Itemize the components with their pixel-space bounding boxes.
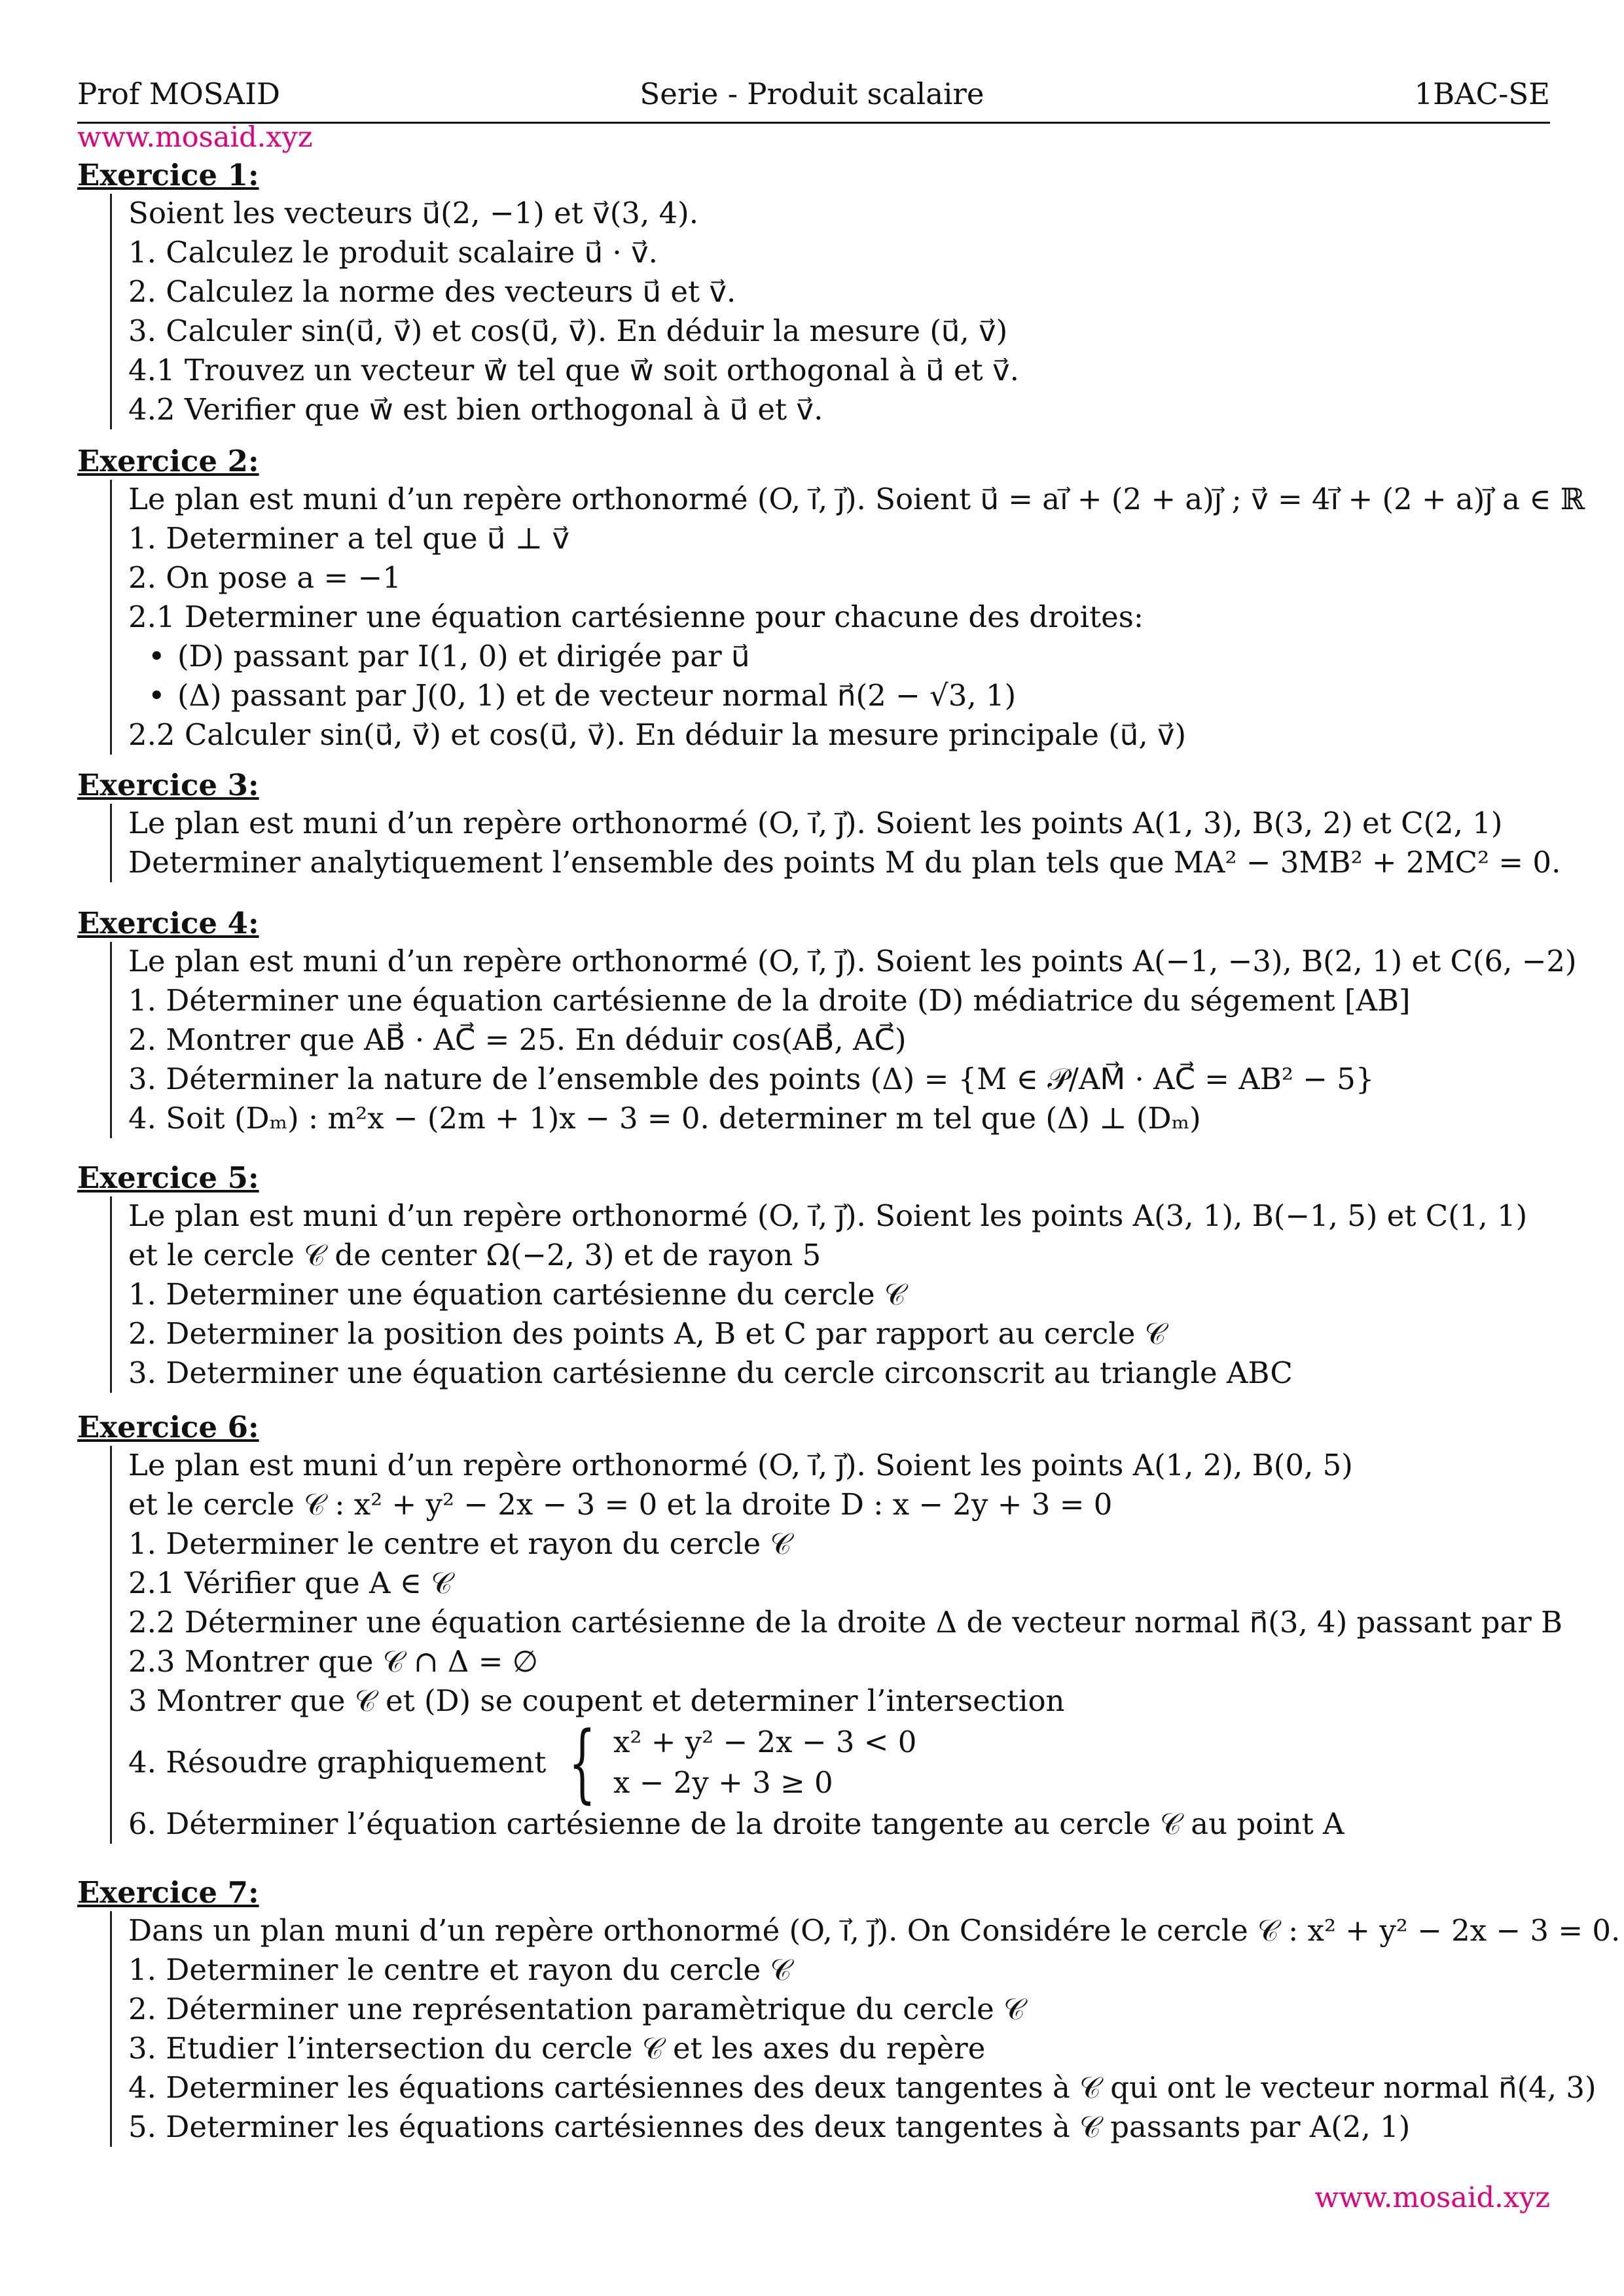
exercise-4 [77,905,1577,1138]
exercise-line: 2.1 Determiner une équation cartésienne pour chacune des droites: [128,600,1144,634]
exercise-line: 1. Déterminer une équation cartésienne de la droite (D) médiatrice du ségement [AB] [128,983,1411,1018]
exercise-title: Exercice 2: [77,444,259,478]
exercise-line: Le plan est muni d’un repère orthonormé (O, i⃗, j⃗). Soient les points A(1, 3), B(3, 2) et C(2, 1) [128,806,1503,840]
exercise-line: 2. Determiner la position des points A, B et C par rapport au cercle 𝒞 [128,1316,1166,1351]
exercise-body [110,480,1585,755]
exercise-line: 2.1 Vérifier que A ∈ 𝒞 [128,1566,453,1600]
exercise-line: Le plan est muni d’un repère orthonormé (O, i⃗, j⃗). Soient u⃗ = ai⃗ + (2 + a)j⃗ ; v⃗ = 4i⃗ + (2 + a)j⃗ a ∈ ℝ [128,482,1585,516]
exercise-line: 3. Calculer sin(u⃗, v⃗) et cos(u⃗, v⃗). En déduir la mesure (u⃗, v⃗) [128,314,1008,348]
exercise-line: 4. Determiner les équations cartésiennes des deux tangentes à 𝒞 qui ont le vecteur normal n⃗(4, 3) [128,2070,1597,2105]
header-title: Serie - Produit scalaire [640,77,984,111]
exercise-line: 2.2 Calculer sin(u⃗, v⃗) et cos(u⃗, v⃗). En déduir la mesure principale (u⃗, v⃗) [128,717,1187,752]
system-equation: x² + y² − 2x − 3 < 0 [613,1725,917,1759]
header-website-link[interactable]: www.mosaid.xyz [77,121,313,154]
exercise-line: Dans un plan muni d’un repère orthonormé (O, i⃗, j⃗). On Considére le cercle 𝒞 : x² + y² − 2x − 3 = 0. [128,1913,1621,1948]
exercise-line: 3 Montrer que 𝒞 et (D) se coupent et determiner l’intersection [128,1683,1065,1718]
exercise-line: 4.2 Verifier que w⃗ est bien orthogonal à u⃗ et v⃗. [128,392,823,427]
exercise-6 [77,1409,1563,1844]
bullet-item: • (Δ) passant par J(0, 1) et de vecteur normal n⃗(2 − √3, 1) [128,676,1563,715]
exercise-title: Exercice 6: [77,1410,259,1444]
exercise-line: 3. Etudier l’intersection du cercle 𝒞 et les axes du repère [128,2031,986,2066]
exercise-line: 2.3 Montrer que 𝒞 ∩ Δ = ∅ [128,1644,538,1679]
exercise-body [110,1446,1563,1844]
exercise-body [110,1911,1621,2147]
inequality-system [128,1713,1563,1812]
exercise-line: Soient les vecteurs u⃗(2, −1) et v⃗(3, 4). [128,196,699,230]
exercise-5 [77,1160,1563,1393]
exercise-line: 2. Déterminer une représentation paramètrique du cercle 𝒞 [128,1992,1025,2026]
exercise-line: 1. Determiner a tel que u⃗ ⊥ v⃗ [128,521,570,556]
exercise-body [110,1196,1563,1393]
exercise-title: Exercice 4: [77,906,259,941]
system-equation: x − 2y + 3 ≥ 0 [613,1765,833,1800]
exercise-line: 6. Déterminer l’équation cartésienne de la droite tangente au cercle 𝒞 au point A [128,1806,1344,1841]
exercise-body [110,804,1563,882]
exercise-line: 1. Determiner le centre et rayon du cercle 𝒞 [128,1952,792,1987]
system-label: 4. Résoudre graphiquement [128,1745,547,1780]
exercise-title: Exercice 5: [77,1160,259,1195]
exercise-line: Le plan est muni d’un repère orthonormé (O, i⃗, j⃗). Soient les points A(1, 2), B(0, 5) [128,1448,1353,1482]
exercise-line: 1. Determiner le centre et rayon du cercle 𝒞 [128,1526,792,1561]
exercise-line: 2. Montrer que AB⃗ · AC⃗ = 25. En déduir cos(AB⃗, AC⃗) [128,1022,907,1057]
left-brace-icon: { [568,1713,596,1812]
exercise-line: 1. Calculez le produit scalaire u⃗ · v⃗. [128,235,658,270]
exercise-title: Exercice 7: [77,1875,259,1910]
exercise-7 [77,1874,1621,2147]
footer-website-link[interactable]: www.mosaid.xyz [1314,2181,1550,2214]
exercise-line: 5. Determiner les équations cartésiennes des deux tangentes à 𝒞 passants par A(2, 1) [128,2109,1411,2144]
exercise-line: Determiner analytiquement l’ensemble des points M du plan tels que MA² − 3MB² + 2MC² = 0. [128,845,1561,880]
exercise-line: 4.1 Trouvez un vecteur w⃗ tel que w⃗ soit orthogonal à u⃗ et v⃗. [128,353,1019,387]
header-class: 1BAC-SE [1414,77,1550,111]
exercise-line: 4. Soit (Dₘ) : m²x − (2m + 1)x − 3 = 0. determiner m tel que (Δ) ⊥ (Dₘ) [128,1101,1201,1136]
exercise-title: Exercice 1: [77,158,259,192]
bullet-item: • (D) passant par I(1, 0) et dirigée par u⃗ [128,637,1563,676]
exercise-line: 2. On pose a = −1 [128,560,401,595]
exercise-line: 3. Determiner une équation cartésienne du cercle circonscrit au triangle ABC [128,1355,1293,1390]
exercise-line: 2. Calculez la norme des vecteurs u⃗ et v⃗. [128,274,736,309]
exercise-2 [77,443,1585,755]
exercise-line: 1. Determiner une équation cartésienne du cercle 𝒞 [128,1277,906,1312]
exercise-title: Exercice 3: [77,768,259,802]
exercise-line: 2.2 Déterminer une équation cartésienne de la droite Δ de vecteur normal n⃗(3, 4) passant par B [128,1605,1563,1640]
exercise-body [110,942,1577,1138]
exercise-3 [77,767,1563,882]
exercise-line: Le plan est muni d’un repère orthonormé (O, i⃗, j⃗). Soient les points A(3, 1), B(−1, 5) et C(1, 1) et le cercle 𝒞 de center Ω(−2, 3) et de rayon 5 [128,1198,1528,1272]
exercise-body [110,194,1563,429]
exercise-line: Le plan est muni d’un repère orthonormé (O, i⃗, j⃗). Soient les points A(−1, −3), B(2, 1) et C(6, −2) [128,944,1577,978]
header-author: Prof MOSAID [77,77,280,111]
exercise-1 [77,157,1563,429]
exercise-line: 3. Déterminer la nature de l’ensemble des points (Δ) = {M ∈ 𝒫/AM⃗ · AC⃗ = AB² − 5} [128,1062,1375,1096]
exercise-line: et le cercle 𝒞 : x² + y² − 2x − 3 = 0 et la droite D : x − 2y + 3 = 0 [128,1487,1113,1522]
